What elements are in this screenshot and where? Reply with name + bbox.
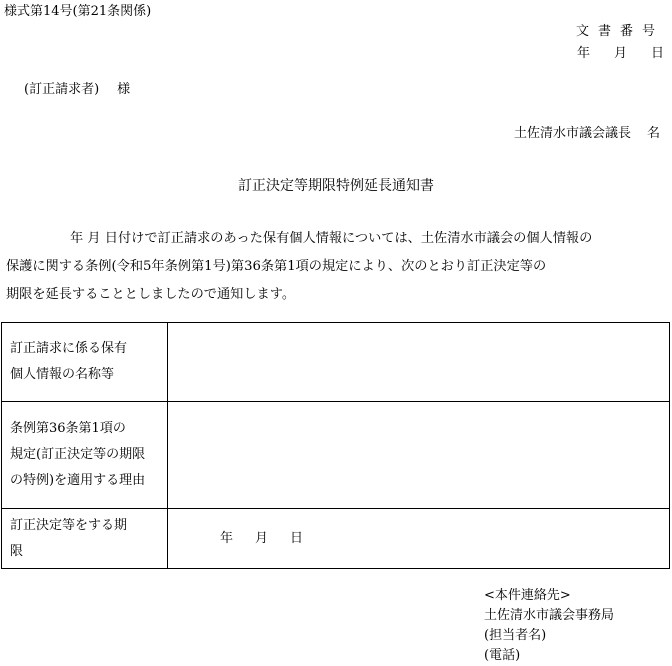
contact-office: 土佐清水市議会事務局 (484, 608, 615, 623)
date-day-label: 日 (650, 46, 664, 61)
row-label-line: 条例第36条第1項の (10, 421, 126, 436)
body-line-3: 期限を延長することとしましたので通知します。 (6, 287, 296, 302)
row-label-deadline (2, 509, 168, 569)
deadline-year-label: 年 (220, 530, 234, 546)
date-month-label: 月 (613, 46, 627, 61)
document-date (577, 42, 664, 61)
addressee-name: (訂正請求者) (24, 82, 100, 97)
document-number-label: 文書番号 (575, 24, 664, 39)
row-label-reason (2, 402, 168, 509)
body-line-2: 保護に関する条例(令和5年条例第1号)第36条第1項の規定により、次のとおり訂正決定等の (6, 259, 547, 274)
row-label-line: 個人情報の名称等 (10, 367, 115, 382)
sender (514, 122, 660, 141)
contact-block (484, 586, 614, 666)
row-value-personal-info[interactable] (168, 323, 670, 402)
row-label-line: 規定(訂正決定等の期限 (10, 447, 146, 462)
table-row (2, 509, 670, 569)
row-label-line: 訂正請求に係る保有 (10, 341, 128, 356)
sender-name: 土佐清水市議会議長 (513, 126, 631, 141)
form-number: 様式第14号(第21条関係) (4, 4, 152, 19)
row-value-deadline[interactable] (168, 509, 670, 569)
sender-mei: 名 (646, 126, 660, 141)
deadline-month-label: 月 (255, 530, 269, 546)
date-year-label: 年 (576, 46, 590, 61)
row-label-line: の特例)を適用する理由 (10, 473, 146, 488)
contact-heading: <本件連絡先> (484, 588, 571, 603)
body-line-1: 年 月 日付けで訂正請求のあった保有個人情報については、土佐清水市議会の個人情報の (70, 231, 593, 246)
deadline-day-label: 日 (290, 530, 304, 546)
contact-phone: (電話) (484, 648, 521, 663)
row-label-personal-info (2, 323, 168, 402)
row-label-line: 限 (10, 543, 24, 559)
row-label-line: 訂正決定等をする期 (10, 517, 128, 533)
info-table (1, 322, 670, 569)
table-row (2, 323, 670, 402)
row-value-reason[interactable] (168, 402, 670, 509)
addressee (24, 78, 130, 97)
document-title: 訂正決定等期限特例延長通知書 (238, 178, 434, 194)
addressee-honorific: 様 (117, 82, 131, 97)
contact-person: (担当者名) (484, 628, 547, 643)
table-row (2, 402, 670, 509)
body-text (6, 225, 670, 309)
